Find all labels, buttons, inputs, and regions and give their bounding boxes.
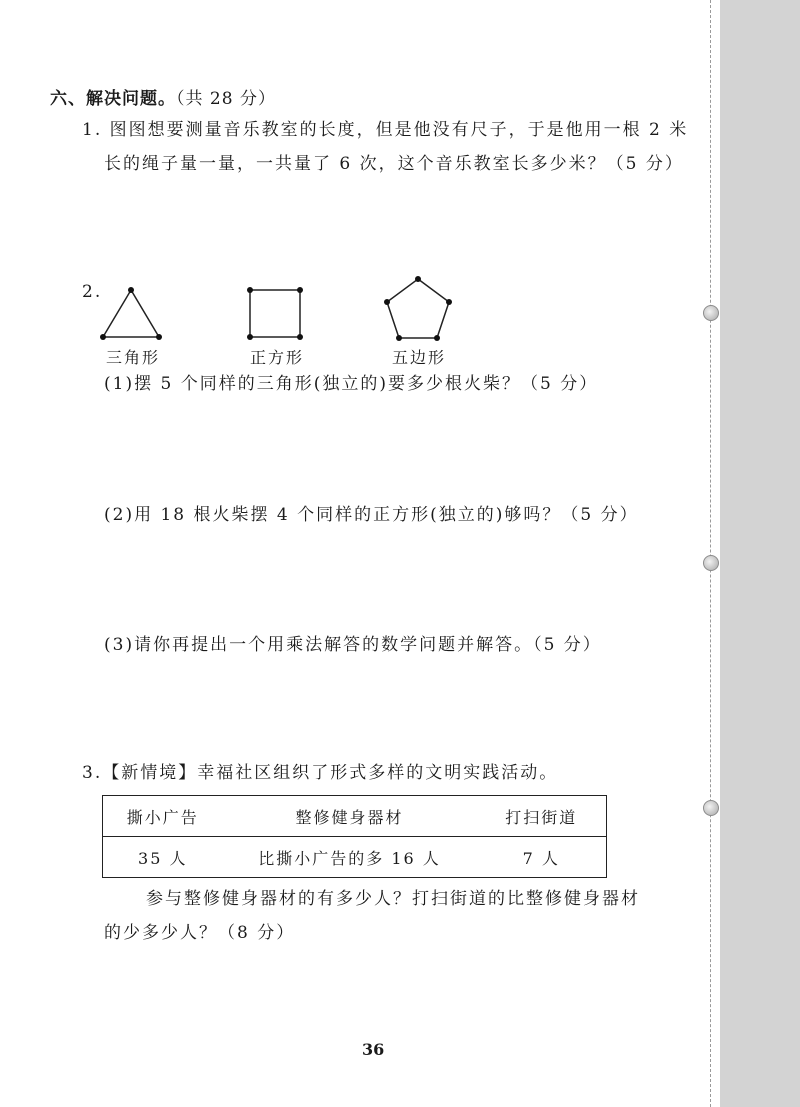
shape-label-triangle: 三角形	[106, 348, 161, 367]
table-cell: 7 人	[477, 837, 607, 878]
problem-2-question-2: (2)用 18 根火柴摆 4 个同样的正方形(独立的)够吗？（5 分）	[104, 505, 639, 525]
problem-2-question-1: (1)摆 5 个同样的三角形(独立的)要多少根火柴？（5 分）	[104, 374, 599, 394]
problem-3-question-line-2: 的少多少人？（8 分）	[104, 923, 296, 943]
shape-label-pentagon: 五边形	[392, 348, 447, 367]
problem-1-line-1: 1. 图图想要测量音乐教室的长度，但是他没有尺子，于是他用一根 2 米	[82, 120, 689, 140]
problem-1-line-2: 长的绳子量一量，一共量了 6 次，这个音乐教室长多少米？（5 分）	[104, 154, 684, 174]
binding-margin	[720, 0, 800, 1107]
table-row	[103, 837, 607, 878]
cut-line	[710, 0, 711, 1107]
page-number: 36	[362, 1040, 385, 1059]
triangle-icon	[100, 287, 162, 341]
problem-2-number: 2.	[82, 282, 103, 302]
table-cell: 35 人	[103, 837, 223, 878]
binding-hole-icon	[703, 305, 719, 321]
table-cell: 比撕小广告的多 16 人	[223, 837, 477, 878]
table-header-cell: 打扫街道	[477, 796, 607, 837]
problem-3-question-line-1: 参与整修健身器材的有多少人？打扫街道的比整修健身器材	[146, 889, 640, 909]
binding-hole-icon	[703, 800, 719, 816]
binding-hole-icon	[703, 555, 719, 571]
section-title	[50, 88, 276, 110]
pentagon-icon	[383, 276, 453, 342]
section-points: （共 28 分）	[176, 89, 276, 109]
problem-3-intro: 3.【新情境】幸福社区组织了形式多样的文明实践活动。	[82, 763, 559, 783]
square-icon	[247, 287, 303, 341]
problem-2-question-3: (3)请你再提出一个用乘法解答的数学问题并解答。（5 分）	[104, 635, 602, 655]
shape-label-square: 正方形	[250, 348, 305, 367]
table-header-cell: 撕小广告	[103, 796, 223, 837]
section-title-text: 六、解决问题。	[50, 89, 176, 109]
table-row	[103, 796, 607, 837]
activity-table	[102, 795, 607, 878]
table-header-cell: 整修健身器材	[223, 796, 477, 837]
